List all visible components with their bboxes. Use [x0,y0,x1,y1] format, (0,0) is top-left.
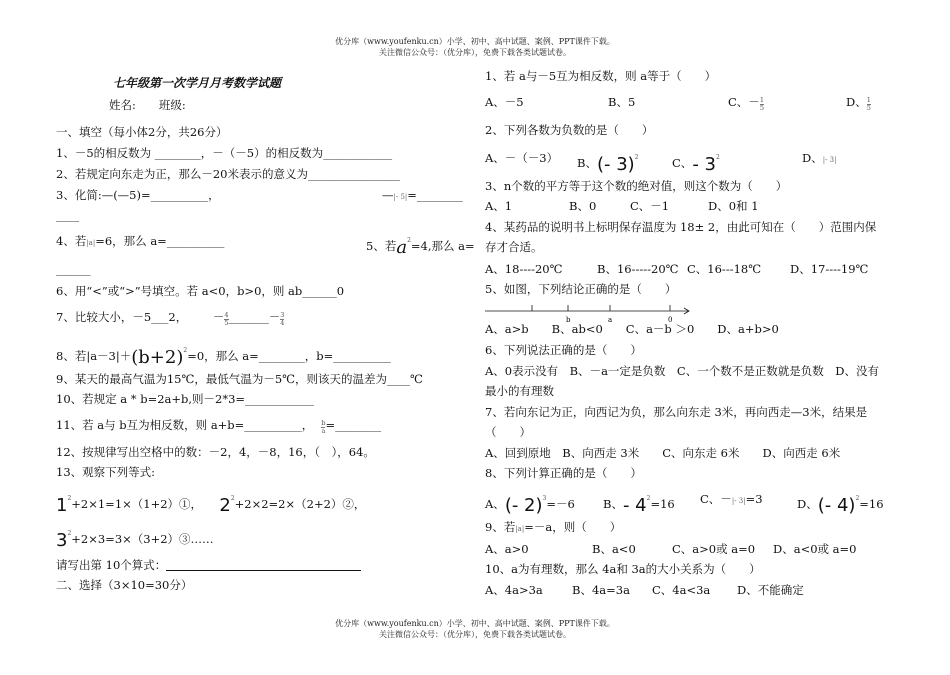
c10-option-a: A、4a>3a [485,583,543,597]
question-3: 3、化简:—(—5)=__________， [56,188,220,202]
c3-option-a: A、1 [485,199,513,213]
question-13-answer [56,558,361,572]
c10-option-c: C、4a<3a [652,583,711,597]
q4-prefix: 4、若 [56,234,87,248]
q7-fraction-2: $\frac{3}{4}$ [280,311,285,327]
question-2: 2、若规定向东走为正，那么－20米表示的意义为________________ [56,167,400,181]
c1-d-fraction: $\frac{1}{5}$ [866,96,871,112]
choice-3: 3、n个数的平方等于这个数的绝对值，则这个数为（ ） [485,179,788,193]
c8-option-d: D、(- 4)$^2$=16 [797,495,884,516]
eq1-exp: 2 [67,495,72,502]
c4-option-c: C、16---18℃ [687,262,762,276]
q7-blank: _______ [228,310,269,324]
q3b-minus: — [382,188,394,202]
c1-option-b: B、5 [608,95,636,109]
question-6: 6、用“<”或“>”号填空。若 a<0，b>0，则 ab______0 [56,284,345,298]
c9-abs: |a| [515,525,525,533]
c9-option-b: B、a<0 [592,542,636,556]
c9-option-c: C、a>0或 a=0 [672,542,756,556]
eq3-base: 3 [56,530,68,551]
exam-title: 七年级第一次学月月考数学试题 [113,76,282,90]
c1-option-d: D、 $\frac{1}{5}$ [846,95,871,112]
c4-option-d: D、17----19℃ [790,262,869,276]
q8-suffix: =0，那么 a=________，b=__________ [187,349,391,363]
q7-fraction-1: $\frac{4}{5}$ [224,311,229,327]
c1-option-c: C、－ $\frac{1}{5}$ [728,95,764,112]
header-line-2: 关注微信公众号：（优分库），免费下载各类试题试卷。 [379,48,571,57]
question-13: 13、观察下列等式: [56,465,156,479]
question-12: 12、按规律写出空格中的数：－2，4，－8，16，（ ），64。 [56,445,375,459]
c8-a-expr: (- 2) [504,495,543,516]
eq2-exp: 2 [230,495,235,502]
c2-b-expr: (- 3) [596,154,635,175]
label-0: 0 [668,316,673,324]
c8-b-expr: - 4 [622,495,647,516]
c2-option-c: C、- $3^2$ [672,154,720,175]
question-3-continuation: ____ [56,208,79,222]
q11-prefix: 11、若 a与 b互为相反数，则 a+b=__________， [56,418,314,432]
page-footer [0,618,950,640]
choice-5-options: A、a>b B、ab<0 C、a－b ＞0 D、a+b>0 [485,322,779,336]
c2-d-abs: |- 3| [822,156,837,164]
q8-paren-expr: (b+2) [131,347,184,368]
c4-option-b: B、16-----20℃ [597,262,679,276]
question-5 [366,234,475,258]
eq1-base: 1 [56,495,68,516]
q13-answer-line[interactable] [166,560,361,571]
q11-suffix: =________ [325,418,382,432]
equation-row-1 [56,492,366,516]
q13-prompt: 请写出第 10个算式： [56,558,167,572]
label-a: a [608,316,613,324]
c9-option-a: A、a>0 [485,542,529,556]
q8-prefix: 8、若 [56,349,87,363]
question-7 [56,310,284,327]
c3-option-d: D、0和 1 [708,199,759,213]
choice-8: 8、下列计算正确的是（ ） [485,466,642,480]
choice-1: 1、若 a与－5互为相反数，则 a等于（ ） [485,69,717,83]
q8-exp: 2 [183,347,188,354]
c1-c-fraction: $\frac{1}{5}$ [759,96,764,112]
q7-minus-1: － [212,310,225,324]
question-10: 10、若规定 a * b=2a+b,则－2*3=____________ [56,392,315,406]
c10-option-d: D、不能确定 [737,583,804,597]
label-b: b [566,316,571,324]
q8-abs: |a－3|＋ [86,349,132,363]
c2-option-d: D、|- 3| [802,151,837,165]
question-1: 1、－5的相反数为 ________，－（－5）的相反数为____________ [56,146,393,160]
choice-2: 2、下列各数为负数的是（ ） [485,123,654,137]
choice-6: 6、下列说法正确的是（ ） [485,343,642,357]
q4-abs: |a| [86,239,96,247]
q7-prefix: 7、比较大小，－5___2， [56,310,188,324]
c10-option-b: B、4a=3a [572,583,630,597]
section-choice: 二、选择（3×10=30分） [56,578,193,592]
choice-7-line-2: （ ） [485,425,531,439]
page-header [0,36,950,58]
c3-option-c: C、－1 [630,199,670,213]
name-class-row: 姓名: 班级: [109,98,186,112]
q4-suffix: =6，那么 a=__________ [95,234,225,248]
header-line-1: 优分库（www.youfenku.cn）小学、初中、高中试题、案例、PPT课件下载。 [335,37,615,46]
choice-5: 5、如图，下列结论正确的是（ ） [485,282,677,296]
q3b-blank: =________ [407,188,463,202]
question-5-continuation: ______ [56,262,91,276]
c8-c-abs: |- 3| [731,497,746,505]
c8-d-expr: (- 4) [817,495,856,516]
choice-4-line-2: 存才合适。 [485,240,543,254]
q11-fraction: $\frac{b}{a}$ [321,419,326,435]
c2-option-a: A、－（－3） [485,151,559,165]
question-9: 9、某天的最高气温为15℃，最低气温为－5℃，则该天的温差为____℃ [56,372,423,386]
choice-4-line-1: 4、某药品的说明书上标明保存温度为 18± 2，由此可知在（ ）范围内保 [485,220,877,234]
q5-var: a [396,237,408,258]
choice-9: 9、若|a|=－a，则（ ） [485,520,622,534]
q5-prefix: 5、若 [366,239,397,253]
equation-row-2 [56,527,214,551]
choice-1-options [485,95,524,109]
section-fill-blank: 一、填空（每小体2分，共26分） [56,125,228,139]
c2-c-expr: - 3 [692,154,716,175]
c4-option-a: A、18----20℃ [485,262,563,276]
eq3-exp: 2 [67,530,72,537]
c1-option-a: A、－5 [485,95,524,109]
q5-suffix: =4,那么 a= [410,239,475,253]
eq3-text: +2×3=3×（3+2）③…… [71,532,214,546]
c2-option-b: B、(- 3)$^2$ [577,154,639,175]
choice-6-options-line-2: 最小的有理数 [485,384,554,398]
c8-option-b: B、- $4^2=16$ [603,495,675,516]
eq1-text: +2×1=1×（1+2）①， [71,497,203,511]
choice-10: 10、a为有理数，那么 4a和 3a的大小关系为（ ） [485,562,761,576]
footer-line-1: 优分库（www.youfenku.cn）小学、初中、高中试题、案例、PPT课件下载。 [335,619,615,628]
choice-6-options-line-1: A、0表示没有 B、－a一定是负数 C、一个数不是正数就是负数 D、没有 [485,364,879,378]
c8-option-a: A、(- 2)$^3$=－6 [485,495,575,516]
eq2-base: 2 [219,495,231,516]
q5-exp: 2 [407,237,411,244]
question-11 [56,418,381,435]
c9-option-d: D、a<0或 a=0 [773,542,857,556]
question-4 [56,234,224,250]
question-8 [56,344,391,368]
q3b-abs: |- 5| [393,193,408,201]
choice-7-line-1: 7、若向东记为正，向西记为负，那么向东走 3米，再向西走—3米，结果是 [485,405,868,419]
choice-7-options: A、回到原地 B、向西走 3米 C、向东走 6米 D、向西走 6米 [485,446,841,460]
eq2-text: +2×2=2×（2+2）②， [234,497,366,511]
question-3-part-b [382,188,463,204]
c8-option-c: C、－|- 3|=3 [700,492,763,506]
c3-option-b: B、0 [569,199,597,213]
q7-minus-2: － [268,310,281,324]
footer-line-2: 关注微信公众号：（优分库），免费下载各类试题试卷。 [379,630,571,639]
